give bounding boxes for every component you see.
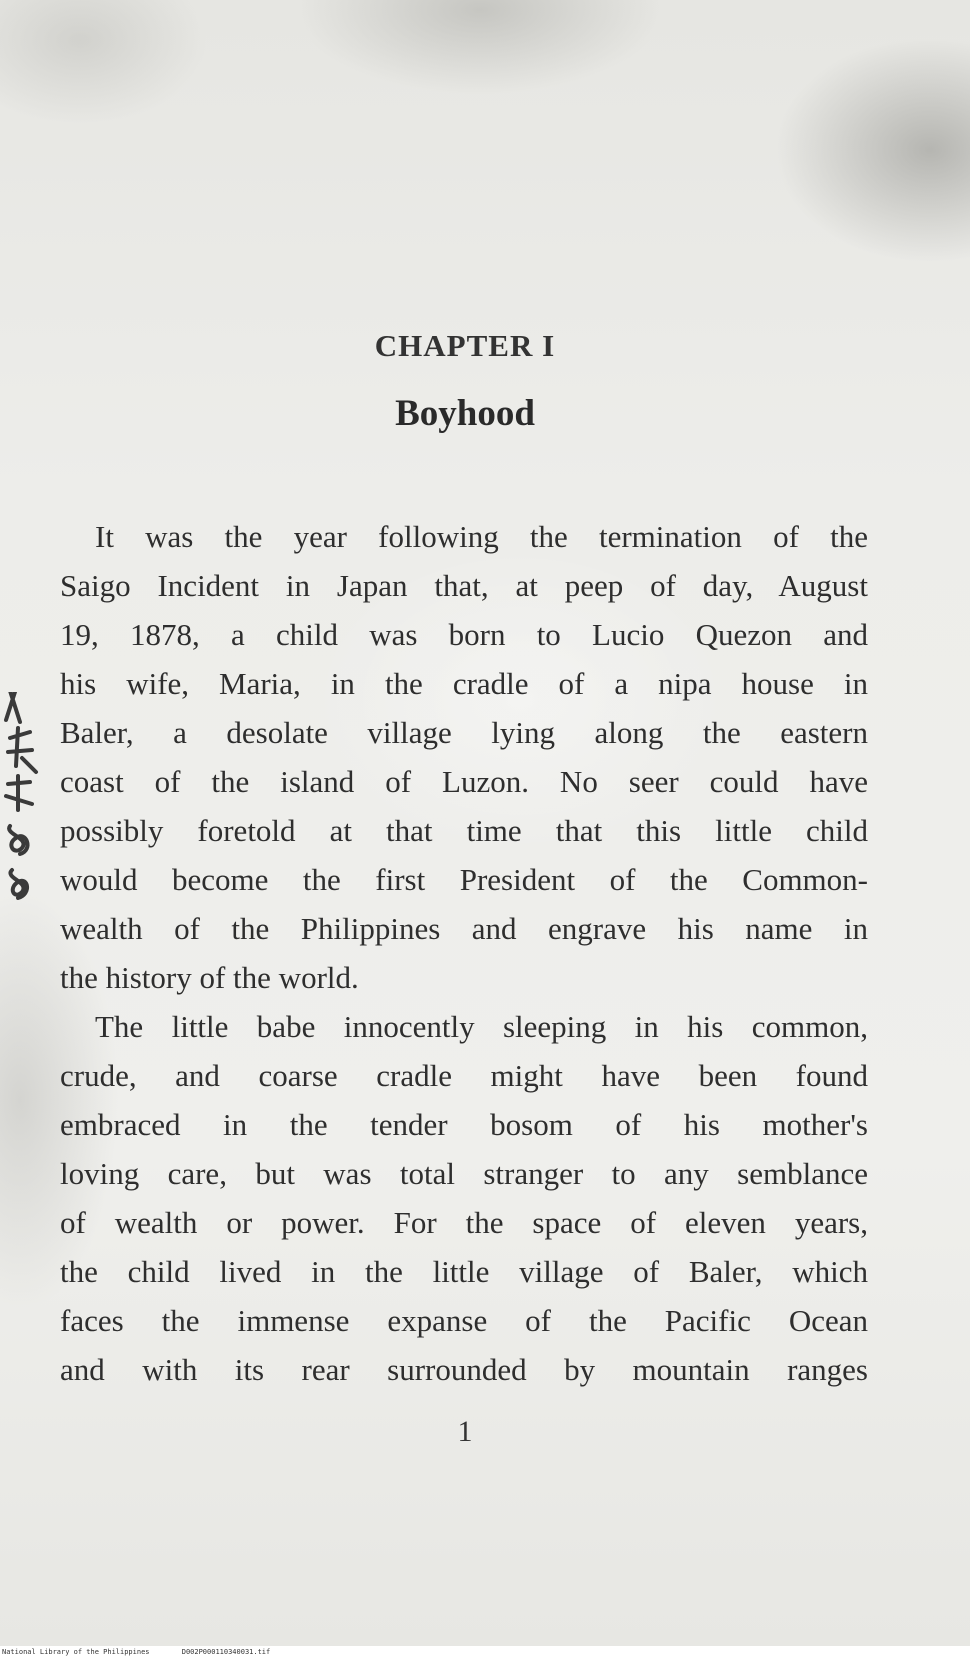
text-line: 19, 1878, a child was born to Lucio Quezon and [60, 617, 868, 652]
text-line: his wife, Maria, in the cradle of a nipa house in [60, 666, 868, 701]
text-line: It was the year following the termination of the [95, 519, 868, 554]
text-line: faces the immense expanse of the Pacific Ocean [60, 1303, 868, 1338]
text-line: loving care, but was total stranger to any semblance [60, 1156, 868, 1191]
text-line: would become the first President of the Common- [60, 862, 868, 897]
text-line: embraced in the tender bosom of his mother's [60, 1107, 868, 1142]
text-line: the child lived in the little village of Baler, which [60, 1254, 868, 1289]
text-line: Baler, a desolate village lying along the eastern [60, 715, 868, 750]
text-line: wealth of the Philippines and engrave his name in [60, 911, 868, 946]
page-number: 1 [457, 1415, 473, 1448]
scan-footer [0, 1646, 970, 1658]
footer-file-id: D002P000110340031.tif [181, 1648, 271, 1656]
handwritten-margin-mark [0, 692, 44, 932]
text-line: The little babe innocently sleeping in his common, [95, 1009, 868, 1044]
text-line: coast of the island of Luzon. No seer could have [60, 764, 868, 799]
paragraph-2 [60, 1002, 868, 1394]
text-line: and with its rear surrounded by mountain ranges [60, 1352, 868, 1387]
footer-library: National Library of the Philippines [2, 1648, 150, 1656]
paragraph-1 [60, 512, 868, 1002]
text-line: crude, and coarse cradle might have been found [60, 1058, 868, 1093]
text-line: the history of the world. [60, 960, 359, 995]
text-line: possibly foretold at that time that this little child [60, 813, 868, 848]
body-text [60, 512, 868, 1394]
chapter-title: Boyhood [395, 393, 535, 434]
text-line: Saigo Incident in Japan that, at peep of day, August [60, 568, 868, 603]
text-line: of wealth or power. For the space of eleven years, [60, 1205, 868, 1240]
chapter-label: CHAPTER I [374, 328, 556, 363]
